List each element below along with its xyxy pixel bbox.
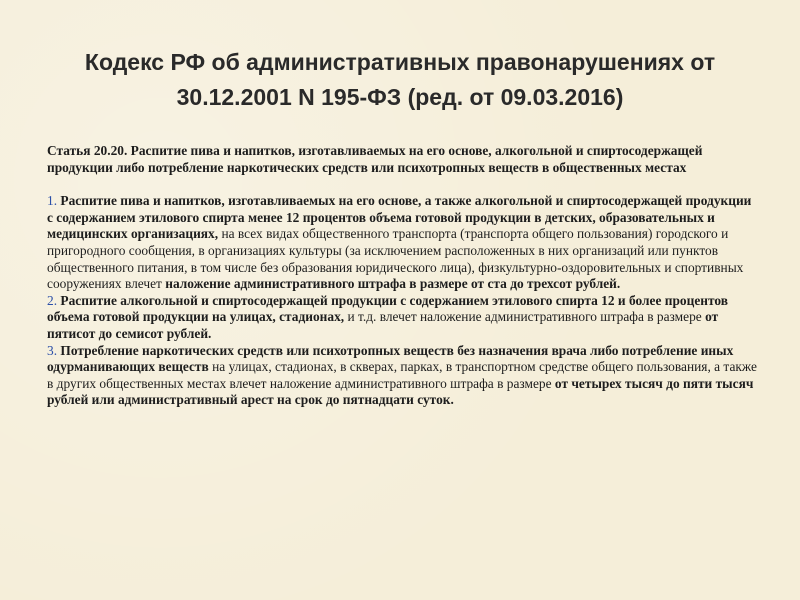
paragraph-3 — [47, 343, 759, 409]
paragraph-2-text: и т.д. влечет наложение административного штрафа в размере — [347, 309, 702, 325]
paragraph-3-text-bold: Потребление наркотических средств или психотропных веществ без назначения врача либо потребление иных одурманивающих веществ — [47, 342, 734, 375]
article-heading: Статья 20.20. Распитие пива и напитков, изготавливаемых на его основе, алкогольной и спиртосодержащей продукции либо потребление наркотических средств или психотропных веществ в общественных местах — [47, 143, 703, 175]
paragraph-1-number: 1. — [47, 193, 58, 209]
paragraph-1-text-bold: Распитие пива и напитков, изготавливаемых на его основе, а также алкогольной и спиртосодержащей продукции с содержанием этилового спирта менее 12 процентов объема готовой продукции в детских, образовательных и медицинских организациях, — [47, 193, 752, 242]
title-line-2: 30.12.2001 N 195-ФЗ (ред. от 09.03.2016) — [176, 84, 624, 110]
paragraph-1-penalty: наложение административного штрафа в размере от ста до трехсот рублей. — [165, 276, 621, 292]
paragraph-2 — [47, 293, 759, 343]
paragraph-1-verb: влечет — [124, 276, 162, 292]
page-title — [30, 45, 770, 115]
paragraph-3-number: 3. — [47, 342, 58, 358]
paragraph-3-penalty: от четырех тысяч до пяти тысяч рублей или административный арест на срок до пятнадцати суток. — [47, 375, 754, 408]
paragraph-3-text: на улицах, стадионах, в скверах, парках, в транспортном средстве общего пользования, а также в других общественных местах влечет наложение административного штрафа в размере — [47, 359, 757, 391]
paragraph-2-penalty: от пятисот до семисот рублей. — [47, 309, 719, 341]
paragraph-1 — [47, 193, 759, 293]
paragraph-1-text: на всех видах общественного транспорта (транспорта общего пользования) городского и пригородного сообщения, в организациях культуры (за исключением расположенных в них организаций или пунктов общественного питания, в том числе без образования юридического лица), физкультурно-оздоровительных и спортивных сооружениях — [47, 226, 744, 292]
article-body — [47, 143, 759, 409]
title-line-1: Кодекс РФ об административных правонарушениях от — [84, 49, 716, 75]
paragraph-2-number: 2. — [47, 292, 58, 308]
spacer — [47, 176, 759, 193]
paragraph-2-text-bold: Распитие алкогольной и спиртосодержащей продукции с содержанием этилового спирта 12 и более процентов объема готовой продукции на улицах, стадионах, — [47, 292, 728, 325]
